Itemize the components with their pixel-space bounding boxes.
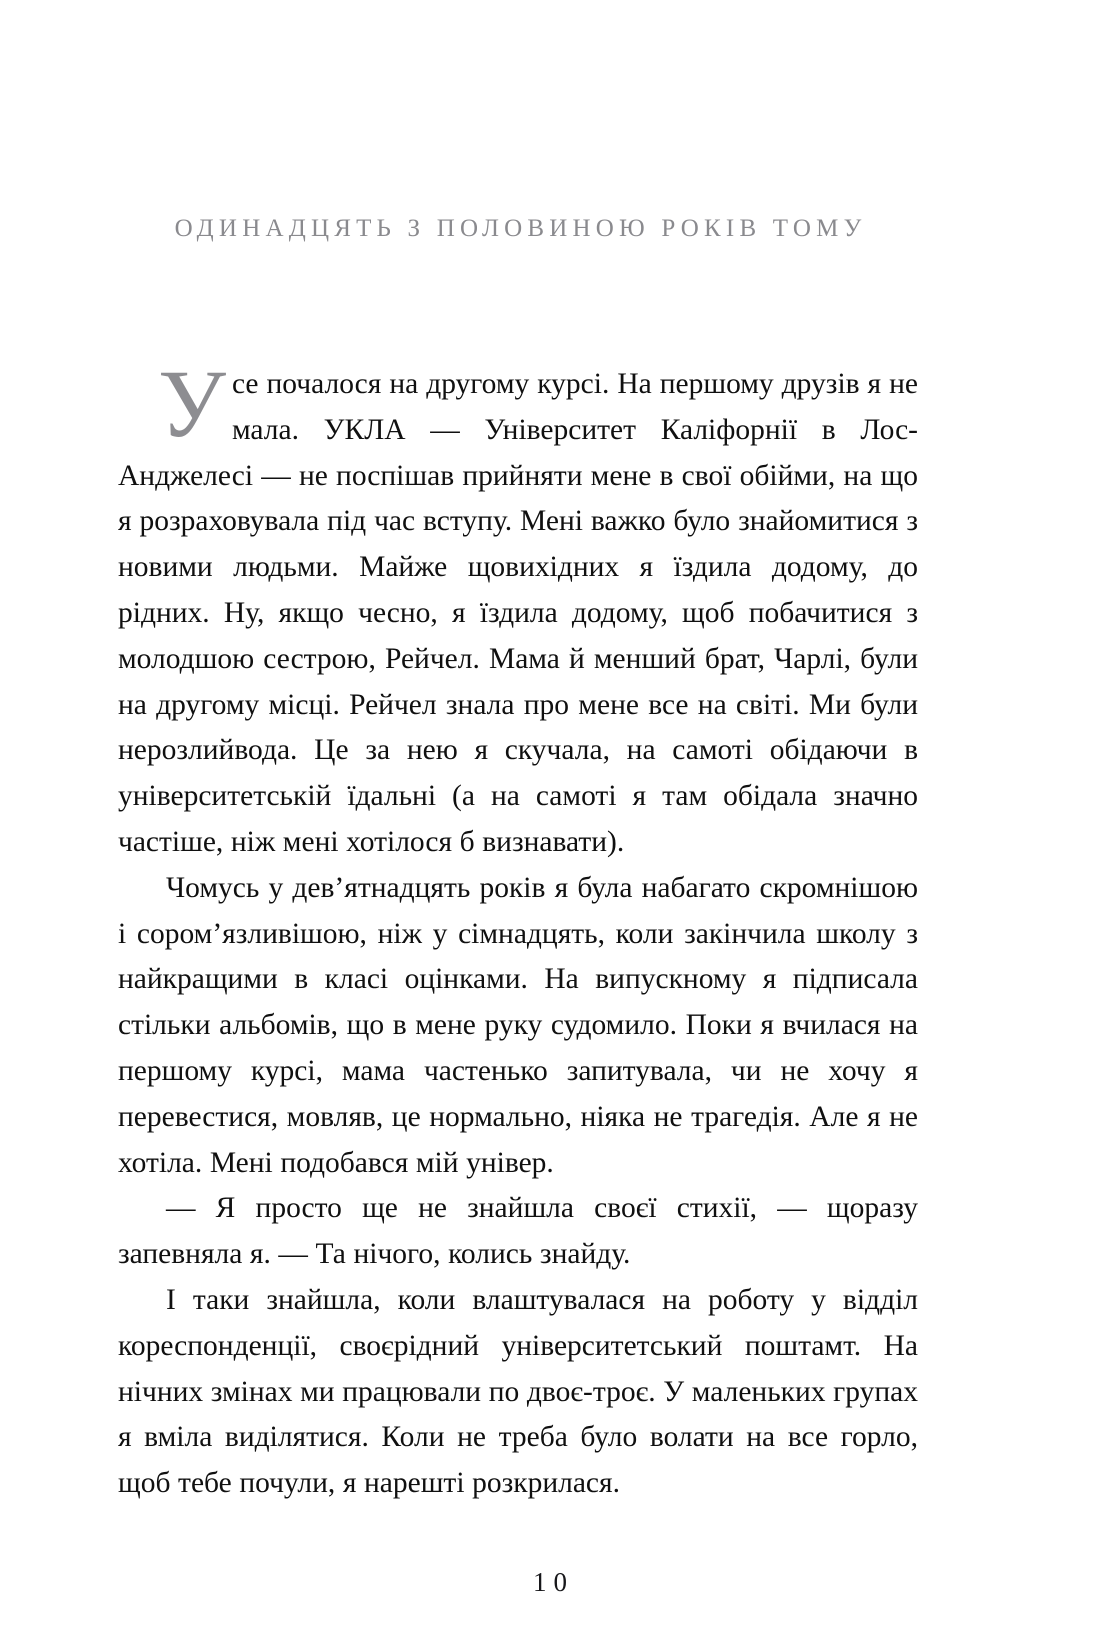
paragraph-2-text: Чомусь у дев’ятнадцять років я була набагато скромнішою і сором’язливішою, ніж у сімнадцять, коли закінчила школу з найкращими в класі оцінками. На випускному я підписала стільки альбомів, що в мене руку судомило. Поки я вчилася на першому курсі, мама частенько запитувала, чи не хочу я перевестися, мовляв, це нормально, ніяка не трагедія. Але я не хотіла. Мені подобався мій універ.	[118, 871, 918, 1179]
paragraph-4-text: І таки знайшла, коли влаштувалася на роботу у відділ кореспонденції, своєрідний університетський поштамт. На нічних змінах ми працювали по двоє-троє. У маленьких групах я вміла виділятися. Коли не треба було волати на все горло, щоб тебе почули, я нарешті розкрилася.	[118, 1283, 918, 1500]
page-number: 10	[533, 1567, 574, 1597]
body-text-block	[118, 350, 918, 1507]
paragraph-4	[118, 1278, 918, 1507]
paragraph-3-dialogue	[118, 1186, 918, 1278]
chapter-heading: ОДИНАДЦЯТЬ З ПОЛОВИНОЮ РОКІВ ТОМУ	[174, 215, 867, 242]
drop-cap-letter: У	[158, 350, 226, 457]
paragraph-1	[118, 350, 918, 866]
paragraph-3-text: — Я просто ще не знайшла своєї стихії, — щоразу запевняла я. — Та нічого, колись знайду.	[118, 1192, 918, 1271]
paragraph-2	[118, 866, 918, 1187]
paragraph-1-text: се почалося на другому курсі. На першому друзів я не мала. УКЛА — Університет Каліфорнії в Лос-Анджелесі — не поспішав прийняти мене в свої обійми, на що я розраховувала під час вступу. Мені важко було знайомитися з новими людьми. Майже щовихідних я їздила додому, до рідних. Ну, якщо чесно, я їздила додому, щоб побачитися з молодшою сестрою, Рейчел. Мама й менший брат, Чарлі, були на другому місці. Рейчел знала про мене все на світі. Ми були нерозлийвода. Це за нею я скучала, на самоті обідаючи в університетській їдальні (а на самоті я там обідала значно частіше, ніж мені хотілося б визнавати).	[118, 368, 918, 858]
